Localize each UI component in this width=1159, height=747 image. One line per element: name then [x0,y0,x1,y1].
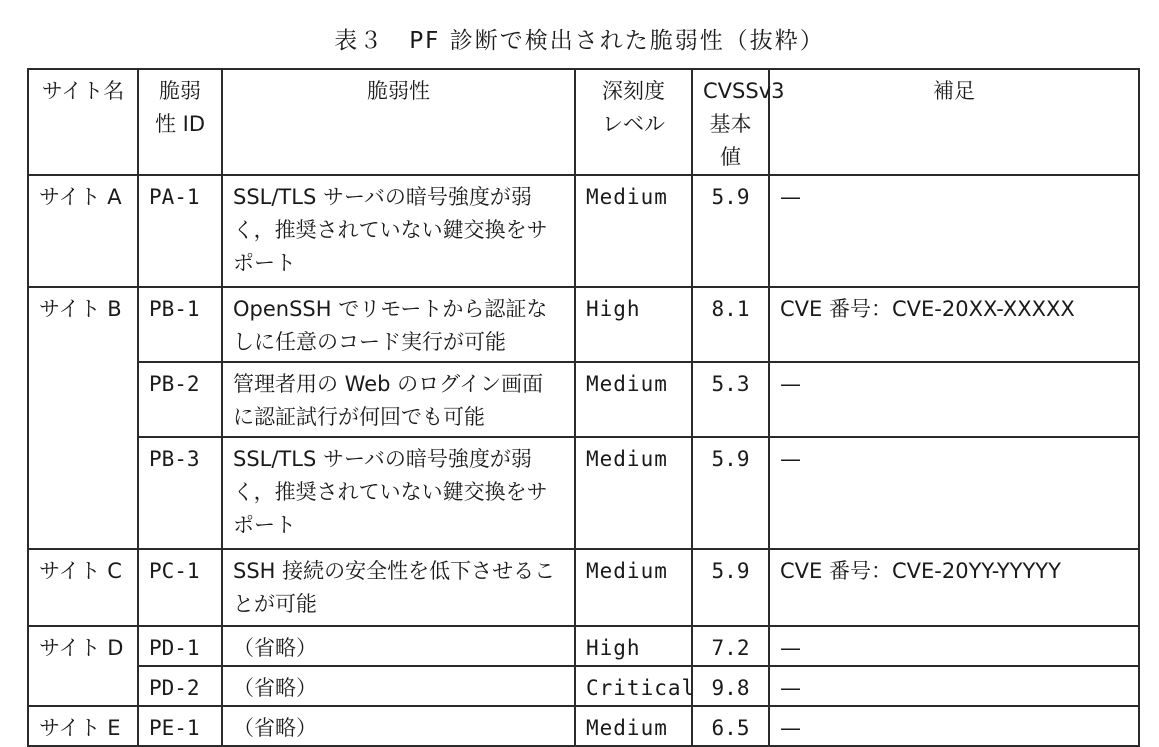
site-cell: サイト B [28,287,138,549]
site-cell: サイト D [28,626,138,706]
severity-cell: Medium [575,437,692,549]
cvss-cell: 5.9 [692,175,769,287]
severity-cell: Medium [575,362,692,437]
table-row [28,437,1139,549]
site-cell: サイト C [28,549,138,626]
vuln-id-cell: PA-1 [138,175,222,287]
note-cell: — [769,706,1139,746]
header-vuln-id: 脆弱 性 ID [138,69,222,175]
cvss-cell: 9.8 [692,666,769,706]
severity-cell: Medium [575,549,692,626]
vuln-cell: OpenSSH でリモートから認証なしに任意のコード実行が可能 [222,287,575,362]
vuln-cell: （省略） [222,706,575,746]
note-cell: — [769,175,1139,287]
site-cell: サイト E [28,706,138,746]
note-cell: — [769,626,1139,666]
header-note: 補足 [769,69,1139,175]
table-row [28,626,1139,666]
cvss-cell: 5.9 [692,437,769,549]
vuln-id-cell: PD-2 [138,666,222,706]
note-cell: — [769,666,1139,706]
table-row [28,362,1139,437]
vuln-id-cell: PB-2 [138,362,222,437]
vuln-id-cell: PC-1 [138,549,222,626]
vuln-id-cell: PB-3 [138,437,222,549]
site-cell: サイト A [28,175,138,287]
note-cell: — [769,437,1139,549]
vuln-cell: （省略） [222,666,575,706]
vuln-cell: 管理者用の Web のログイン画面に認証試行が何回でも可能 [222,362,575,437]
header-cvss: CVSSv3 基本値 [692,69,769,175]
table-row [28,175,1139,287]
vuln-id-cell: PE-1 [138,706,222,746]
cvss-cell: 6.5 [692,706,769,746]
vuln-id-cell: PB-1 [138,287,222,362]
cvss-cell: 8.1 [692,287,769,362]
vuln-cell: （省略） [222,626,575,666]
note-cell: — [769,362,1139,437]
vulnerability-table [27,68,1140,747]
vuln-cell: SSH 接続の安全性を低下させることが可能 [222,549,575,626]
header-site: サイト名 [28,69,138,175]
header-vuln: 脆弱性 [222,69,575,175]
table-row [28,666,1139,706]
vuln-id-cell: PD-1 [138,626,222,666]
header-severity: 深刻度 レベル [575,69,692,175]
table-row [28,706,1139,746]
table-caption: 表３ PF 診断で検出された脆弱性（抜粋） [334,28,825,54]
severity-cell: Medium [575,175,692,287]
severity-cell: Medium [575,706,692,746]
severity-cell: Critical [575,666,692,706]
cvss-cell: 7.2 [692,626,769,666]
cvss-cell: 5.3 [692,362,769,437]
severity-cell: High [575,626,692,666]
cvss-cell: 5.9 [692,549,769,626]
header-row [28,69,1139,175]
table-row [28,549,1139,626]
vuln-cell: SSL/TLS サーバの暗号強度が弱く，推奨されていない鍵交換をサポート [222,175,575,287]
note-cell: CVE 番号：CVE-20XX-XXXXX [769,287,1139,362]
severity-cell: High [575,287,692,362]
note-cell: CVE 番号：CVE-20YY-YYYYY [769,549,1139,626]
table-row [28,287,1139,362]
vuln-cell: SSL/TLS サーバの暗号強度が弱く，推奨されていない鍵交換をサポート [222,437,575,549]
